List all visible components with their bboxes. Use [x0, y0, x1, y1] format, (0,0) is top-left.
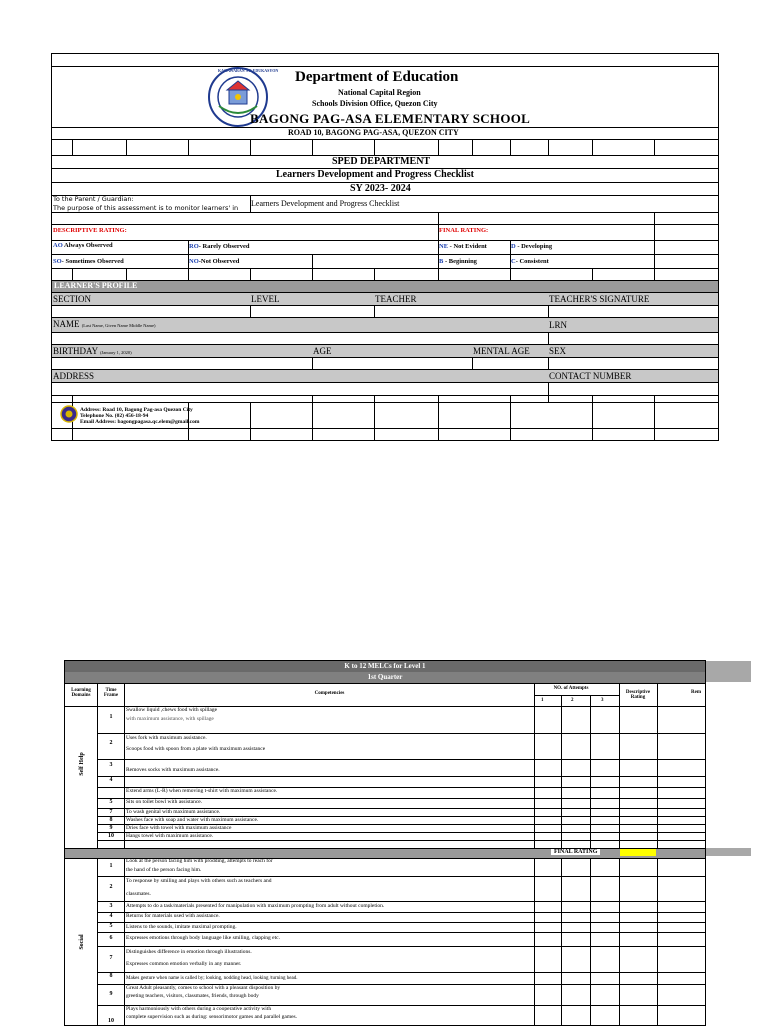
so-comp-9b: greeting teachers, visitors, classmates, friends, through body	[126, 993, 259, 999]
so-comp-5: Listens to the sounds, imitate maximal prompting.	[126, 924, 237, 930]
sh-comp-7: To wash genital with maximum assistance.	[126, 809, 221, 815]
checklist-title: K to 12 MELCs for Level 1	[65, 661, 705, 672]
mental-age-label: MENTAL AGE	[473, 346, 530, 356]
attempt-1: 1	[541, 698, 544, 703]
so-comp-8: Makes gesture when name is called by; looking, nodding head, looking /turning head.	[126, 976, 298, 981]
so-comp-7b: Expresses common emotion verbally in any manner.	[126, 961, 242, 967]
sh-num-4: 4	[109, 777, 113, 783]
so-num-9: 9	[109, 991, 113, 997]
birthday-label: BIRTHDAY (January 1, 2020)	[53, 346, 132, 356]
col-attempts: NO. of Attempts	[553, 686, 589, 691]
rating-no: NO-Not Observed	[189, 258, 240, 265]
so-comp-7: Distinguishes difference in emotion through illustrations.	[126, 949, 252, 955]
domain-social: Social	[79, 934, 85, 950]
rating-so: SO- Sometimes Observed	[53, 258, 124, 265]
right-grey-strip-top	[704, 661, 751, 682]
school-year: SY 2023- 2024	[350, 183, 411, 194]
right-grey-strip-mid	[704, 848, 751, 856]
so-comp-1: Look at the person facing him with prodding, attempts to reach for	[126, 858, 273, 864]
col-domain: Learning Domains	[71, 688, 91, 698]
col-competencies: Competencies	[314, 691, 345, 696]
birthday-row	[52, 345, 718, 357]
so-comp-2b: classmates.	[126, 891, 151, 897]
checklist-sheet	[64, 660, 706, 1026]
so-num-2: 2	[109, 884, 113, 890]
sh-comp-10: Hangs towel with maximum assistance.	[126, 833, 214, 839]
section-label: SECTION	[53, 294, 91, 304]
region-label: National Capital Region	[338, 88, 421, 97]
to-parent-label: To the Parent / Guardian:	[53, 195, 134, 203]
sh-num-3: 3	[109, 762, 113, 768]
sh-comp-8: Washes face with soap and water with maximum assistance.	[126, 817, 259, 823]
sh-comp-3: Removes socks with maximum assistance.	[126, 767, 220, 773]
final-rating-label: FINAL RATING	[551, 849, 600, 855]
so-num-5: 5	[109, 923, 113, 929]
so-num-3: 3	[109, 903, 113, 909]
col-time: Time Frame	[103, 688, 119, 698]
sh-comp-2b: Scoops food with spoon from a plate with maximum assistance	[126, 746, 266, 752]
rating-ne: NE - Not Evident	[439, 243, 487, 250]
school-address: ROAD 10, BAGONG PAG-ASA, QUEZON CITY	[288, 128, 459, 137]
so-num-4: 4	[109, 913, 113, 919]
address-label: ADDRESS	[53, 371, 95, 381]
purpose-tail: Learners Development and Progress Checklist	[251, 199, 400, 208]
so-num-7: 7	[109, 955, 113, 961]
so-comp-10: Plays harmoniously with others during a cooperative activity with	[126, 1006, 272, 1012]
profile-title-bar	[52, 281, 718, 292]
attempts-sub-divider	[535, 695, 619, 696]
so-comp-9: Great Adult pleasantly, comes to school with a pleasant disposition by	[126, 985, 281, 991]
final-rating-cell[interactable]	[620, 849, 656, 856]
rating-c: C- Consistent	[511, 258, 549, 265]
seal-text: KAGAWARAN NG EDUKASYON	[218, 68, 279, 73]
school-logo-icon	[60, 405, 78, 423]
dept-title: Department of Education	[295, 69, 459, 85]
contact-label: CONTACT NUMBER	[549, 371, 632, 381]
rating-ro: RO- Rarely Observed	[189, 243, 250, 250]
teacher-label: TEACHER	[375, 294, 417, 304]
sh-comp-4: Extend arms (L-R) when removing t-shirt with maximum assistance.	[126, 788, 278, 794]
division-label: Schools Division Office, Quezon City	[312, 99, 438, 108]
age-label: AGE	[313, 346, 332, 356]
sh-num-9: 9	[109, 825, 113, 831]
sh-comp-9: Dries face with towel with maximum assistance	[126, 825, 232, 831]
school-name: BAGONG PAG-ASA ELEMENTARY SCHOOL	[250, 111, 531, 126]
sh-num-10: 10	[108, 833, 114, 839]
checklist-title: Learners Development and Progress Checklist	[276, 169, 474, 180]
col-descriptive: Descriptive Rating	[625, 690, 651, 700]
footer-email: Email Address: bagongpagasa.qc.elem@gmail.com	[80, 419, 200, 425]
so-num-10: 10	[108, 1018, 114, 1024]
so-comp-3: Attempts to do a task/materials presented for manipulation with maximum prompting from adult without completion.	[126, 903, 385, 909]
sh-comp-2: Uses fork with maximum assistance.	[126, 735, 207, 741]
sh-num-5: 5	[109, 799, 113, 805]
lrn-label: LRN	[549, 320, 567, 330]
attempt-3: 3	[601, 698, 604, 703]
sh-num-7: 7	[109, 809, 113, 815]
so-comp-6: Expresses emotions through body language like smiling, clapping etc.	[126, 935, 280, 941]
profile-title: LEARNER'S PROFILE	[54, 281, 138, 290]
footer-telephone: Telephone No. (02) 456-18-94	[80, 413, 149, 419]
col-remarks: Rem	[691, 690, 701, 695]
so-comp-4: Returns for materials used with assistance.	[126, 913, 220, 919]
sh-comp-1b: with maximum assistance, with spillage	[126, 716, 214, 722]
so-num-8: 8	[109, 973, 113, 979]
rating-d: D - Developing	[511, 243, 553, 250]
so-comp-1b: the hand of the person facing him.	[126, 867, 202, 873]
sh-comp-5: Sits on toilet bowl with assistance.	[126, 799, 203, 805]
descriptive-rating-title: DESCRIPTIVE RATING:	[53, 227, 127, 234]
sh-num-8: 8	[109, 817, 113, 823]
attempt-2: 2	[571, 698, 574, 703]
teacher-signature-label: TEACHER'S SIGNATURE	[549, 294, 650, 304]
sex-label: SEX	[549, 346, 567, 356]
header-sheet	[51, 53, 719, 441]
so-num-6: 6	[109, 935, 113, 941]
sh-comp-1: Swallow liquid ,chews food with spillage	[126, 707, 218, 713]
footer-address: Address: Road 10, Bagong Pag-asa Quezon City	[80, 407, 193, 413]
rating-ao: AO Always Observed	[53, 242, 113, 249]
sh-num-2: 2	[109, 740, 113, 746]
quarter-title: 1st Quarter	[65, 672, 705, 683]
domain-self-help: Self Help	[79, 752, 85, 776]
rating-b: B - Beginning	[439, 258, 477, 265]
so-comp-2: To response by smiling and plays with others such as teachers and	[126, 878, 272, 884]
final-rating-title: FINAL RATING:	[439, 227, 489, 234]
so-comp-10b: complete supervision such as during: sensorimotor games and parallel games.	[126, 1014, 298, 1020]
level-label: LEVEL	[251, 294, 280, 304]
so-num-1: 1	[109, 863, 113, 869]
sped-label: SPED DEPARTMENT	[332, 156, 431, 167]
name-label: NAME (Last Name, Given Name Middle Name)	[53, 319, 156, 329]
sh-num-1: 1	[109, 714, 113, 720]
purpose-text: The purpose of this assessment is to monitor learners' in	[53, 204, 239, 212]
